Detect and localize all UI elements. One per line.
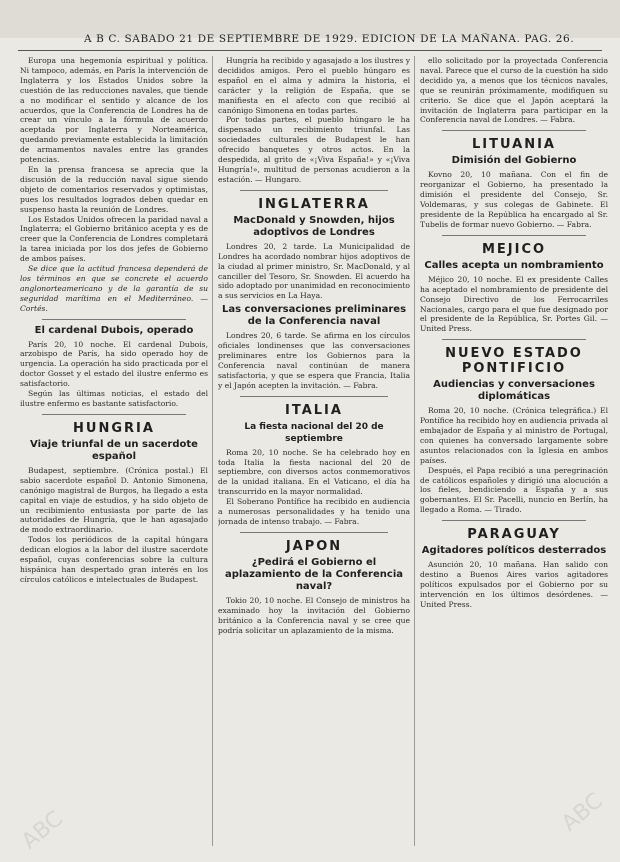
section-divider xyxy=(442,130,586,131)
section-title-hungria: HUNGRIA xyxy=(73,420,155,436)
section-title-mejico: MEJICO xyxy=(481,241,547,257)
headline-fiesta-nacional: La fiesta nacional del 20 de septiembre xyxy=(244,421,384,444)
article-paragraph: Los Estados Unidos ofrecen la paridad naval a Inglaterra; el Gobierno británico acepta y es de creer que la Conferencia de Londres completará la tarea iniciada por los dos jefes de Gobierno de ambos países. xyxy=(20,214,208,264)
article-paragraph: Europa una hegemonía espiritual y política. Ni tampoco, además, en París la intervención de Inglaterra y los Estados Unidos sobre la cuestión de las reducciones navales, que tiende a no modificar el sentido y alcance de los acuerdos, que la Conferencia de Londres ha de crear un vínculo a la fórmula de acuerdo aceptada por Inglaterra y Norteamérica, quedando previamente establecida la limitación de armamentos navales entre las grandes potencias. xyxy=(20,56,208,165)
article-paragraph: Londres 20, 6 tarde. Se afirma en los círculos oficiales londinenses que las conversaciones preliminares entre los Gobiernos para la Conferencia naval continúan de manera satisfactoria, y que se espera que Francia, Italia y el Japón acepten la invitación. — Fabra. xyxy=(218,331,410,390)
section-title-japon: JAPON xyxy=(285,538,343,554)
article-paragraph: Roma 20, 10 noche. (Crónica telegráfica.) El Pontífice ha recibido hoy en audiencia privada al embajador de España y al ministro de Portugal, con quienes ha conversado largamente sobre asuntos relacionados con la Iglesia en ambos países. xyxy=(420,406,608,465)
article-paragraph: Kovno 20, 10 mañana. Con el fin de reorganizar el Gobierno, ha presentado la dimisión el presidente del Consejo, Sr. Voldemaras, y sus colegas de Gabinete. El presidente de la República ha encargado al Sr. Tubelis de formar nuevo Gobierno. — Fabra. xyxy=(420,170,608,229)
article-paragraph: Después, el Papa recibió a una peregrinación de católicos españoles y dirigió una alocución a los fieles, bendiciendo a España y a sus gobernantes. El Sr. Pacelli, nuncio en Berlín, ha llegado a Roma. — Tirado. xyxy=(420,465,608,515)
article-paragraph: Asunción 20, 10 mañana. Han salido con destino a Buenos Aires varios agitadores políticos expulsados por el Gobierno por su intervención en los últimos desórdenes. — United Press. xyxy=(420,560,608,609)
headline-dimision-gobierno: Dimisión del Gobierno xyxy=(451,155,577,167)
column-1 xyxy=(20,56,208,856)
section-divider xyxy=(42,319,186,320)
headline-agitadores: Agitadores políticos desterrados xyxy=(421,545,607,557)
page-header: A B C. SABADO 21 DE SEPTIEMBRE DE 1929. EDICION DE LA MAÑANA. PAG. 26. xyxy=(84,33,575,45)
section-title-italia: ITALIA xyxy=(285,402,343,418)
section-title-paraguay: PARAGUAY xyxy=(467,527,561,543)
section-divider xyxy=(42,414,186,415)
article-paragraph: El Soberano Pontífice ha recibido en audiencia a numerosas personalidades y ha tenido una jornada de intenso trabajo. — Fabra. xyxy=(218,497,410,526)
watermark-abc: ABC xyxy=(17,806,68,855)
article-paragraph: Tokio 20, 10 noche. El Consejo de ministros ha examinado hoy la invitación del Gobierno británico a la Conferencia naval y se cree que podría solicitar un aplazamiento de la misma. xyxy=(218,595,410,635)
article-paragraph: Roma 20, 10 noche. Se ha celebrado hoy en toda Italia la fiesta nacional del 20 de septiembre, con diversos actos conmemorativos de la unidad italiana. En el Vaticano, el día ha transcurrido en la mayor normalidad. xyxy=(218,447,410,497)
section-divider xyxy=(240,396,388,397)
headline-aplazamiento: ¿Pedirá el Gobierno el aplazamiento de la Conferencia naval? xyxy=(224,556,403,592)
article-paragraph: Hungría ha recibido y agasajado a los ilustres y decididos amigos. Pero el pueblo húngaro es español en el alma y admira la historia, el carácter y la religión de España, que se manifiesta en el afecto con que recibió al canónigo Simonena en todas partes. xyxy=(218,56,410,115)
headline-conferencia-naval: Las conversaciones preliminares de la Conferencia naval xyxy=(221,304,407,328)
article-paragraph: ello solicitado por la proyectada Conferencia naval. Parece que el curso de la cuestión ha sido decidido ya, a menos que los técnicos navales, que se reunirán próximamente, modifiquen su criterio. Se dice que el Japón aceptará la invitación de Inglaterra para participar en la Conferencia naval de Londres. — Fabra. xyxy=(420,56,608,125)
column-separator xyxy=(212,56,213,846)
section-divider xyxy=(442,235,586,236)
article-paragraph: Según las últimas noticias, el estado del ilustre enfermo es bastante satisfactorio. xyxy=(20,389,208,408)
watermark-abc: ABC xyxy=(557,788,608,837)
article-paragraph: París 20, 10 noche. El cardenal Dubois, arzobispo de París, ha sido operado hoy de urgencia. La operación ha sido practicada por el doctor Gosset y el estado del ilustre enfermo es satisfactorio. xyxy=(20,339,208,389)
headline-calles: Calles acepta un nombramiento xyxy=(424,259,604,271)
article-paragraph: Por todas partes, el pueblo húngaro le ha dispensado un recibimiento triunfal. Las sociedades culturales de Budapest le han ofrecido banquetes y otros actos. En la despedida, al grito de «¡Viva España!» y «¡Viva Hungría!», multitud de personas acudieron a la estación. — Hungaro. xyxy=(218,115,410,184)
article-paragraph: Londres 20, 2 tarde. La Municipalidad de Londres ha acordado nombrar hijos adoptivos de la ciudad al primer ministro, Sr. MacDonald, y al canciller del Tesoro, Sr. Snowden. El acuerdo ha sido adoptado por unanimidad en reconocimiento a sus servicios en La Haya. xyxy=(218,241,410,301)
column-3 xyxy=(420,56,608,856)
section-title-estado-pontificio: NUEVO ESTADO PONTIFICIO xyxy=(445,346,583,377)
section-title-lituania: LITUANIA xyxy=(472,137,556,153)
section-divider xyxy=(442,520,586,521)
headline-cardenal-dubois: El cardenal Dubois, operado xyxy=(34,324,194,336)
article-paragraph: Méjico 20, 10 noche. El ex presidente Calles ha aceptado el nombramiento de presidente del Consejo Directivo de los Ferrocarriles Nacionales, cargo para el que fue designado por el presidente de la República, Sr. Portes Gil. — United Press. xyxy=(420,274,608,334)
column-2 xyxy=(218,56,410,856)
headline-audiencias: Audiencias y conversaciones diplomáticas xyxy=(433,379,595,403)
column-separator xyxy=(414,56,415,846)
section-divider xyxy=(240,532,388,533)
article-paragraph: Todos los periódicos de la capital húngara dedican elogios a la labor del ilustre sacerdote español, cuyas conferencias sobre la cultura hispánica han despertado gran interés en los círculos católicos e intelectuales de Budapest. xyxy=(20,535,208,584)
article-paragraph: Se dice que la actitud francesa dependerá de los términos en que se concrete el acuerdo anglonorteamericano y de la garantía de su seguridad marítima en el Mediterráneo. — Cortés. xyxy=(20,264,208,313)
section-title-inglaterra: INGLATERRA xyxy=(258,196,370,212)
article-paragraph: Budapest, septiembre. (Crónica postal.) El sabio sacerdote español D. Antonio Simonena, canónigo magistral de Burgos, ha llegado a esta capital en viaje de estudios, y ha sido objeto de un recibimiento entusiasta por parte de las autoridades de Hungría, que le han agasajado de modo extraordinario. xyxy=(20,465,208,535)
header-rule xyxy=(18,50,602,51)
article-paragraph: En la prensa francesa se aprecia que la discusión de la reducción naval sigue siendo objeto de comentarios reservados y optimistas, pues los resultados logrados deben quedar en suspenso hasta la reunión de Londres. xyxy=(20,164,208,214)
headline-viaje-triunfal: Viaje triunfal de un sacerdote español xyxy=(30,438,198,462)
section-divider xyxy=(442,339,586,340)
section-divider xyxy=(240,190,388,191)
headline-macdonald-snowden: MacDonald y Snowden, hijos adoptivos de Londres xyxy=(233,214,395,238)
